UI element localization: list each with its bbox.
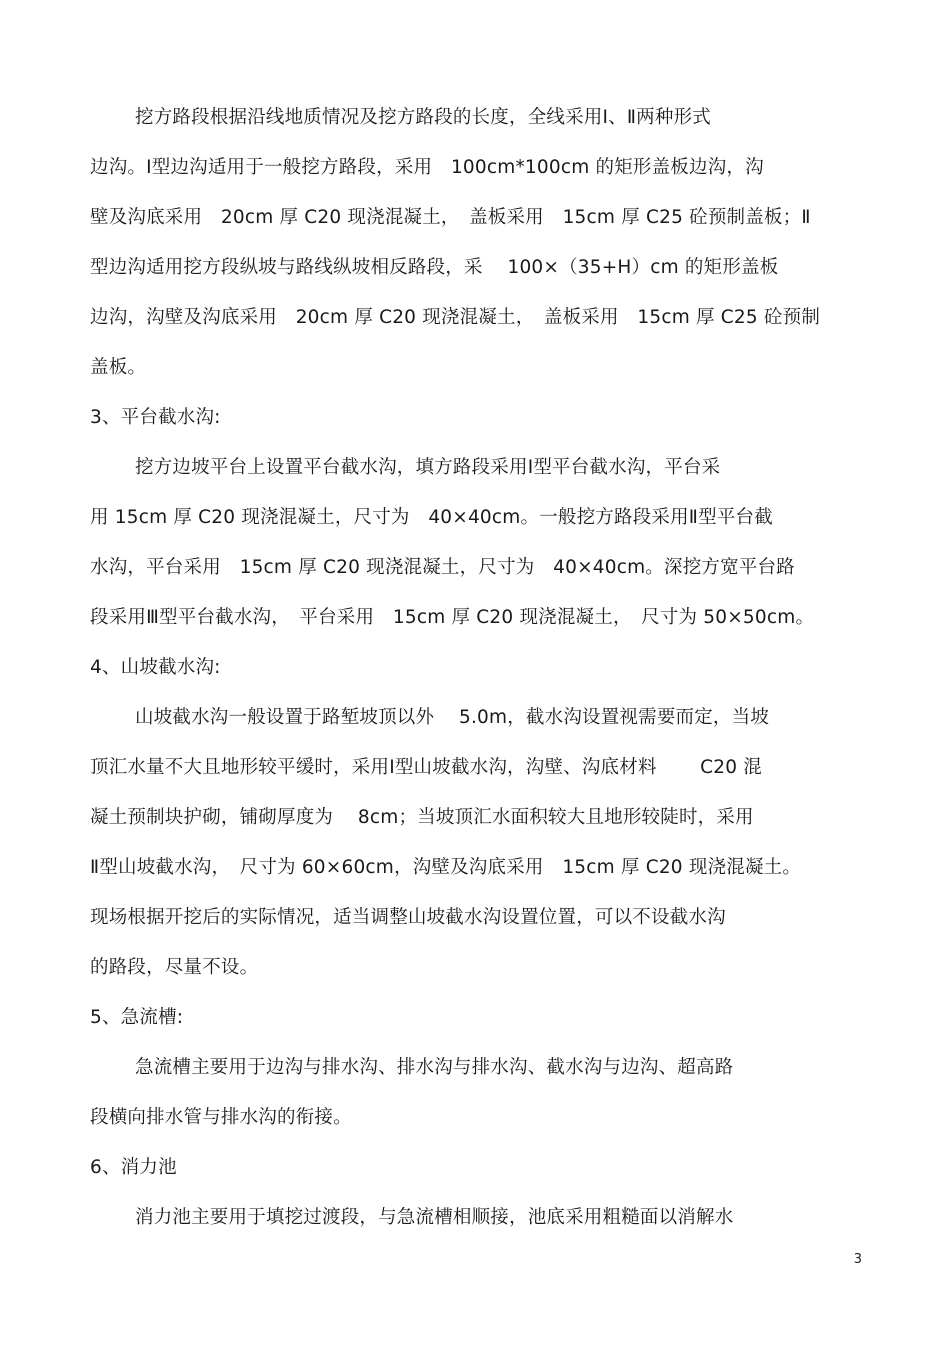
text-line: 型边沟适用挖方段纵坡与路线纵坡相反路段，采 100×（35+H）cm 的矩形盖板 (90, 257, 779, 278)
text-line: 山坡截水沟一般设置于路堑坡顶以外 5.0m，截水沟设置视需要而定，当坡 (135, 707, 770, 728)
section-heading: 4、山坡截水沟: (90, 657, 221, 678)
text-line: 盖板。 (90, 357, 147, 378)
text-line: 水沟，平台采用 15cm 厚 C20 现浇混凝土，尺寸为 40×40cm。深挖方宽平台路 (90, 557, 795, 578)
section-heading: 3、平台截水沟: (90, 407, 221, 428)
text-line: 壁及沟底采用 20cm 厚 C20 现浇混凝土， 盖板采用 15cm 厚 C25 砼预制盖板；Ⅱ (90, 207, 811, 228)
text-line: 用 15cm 厚 C20 现浇混凝土，尺寸为 40×40cm。一般挖方路段采用Ⅱ型平台截 (90, 507, 773, 528)
text-line: 的路段，尽量不设。 (90, 957, 259, 978)
page-number: 3 (853, 1252, 862, 1267)
text-line: 边沟。Ⅰ型边沟适用于一般挖方路段，采用 100cm*100cm 的矩形盖板边沟，沟 (90, 157, 764, 178)
text-line: 急流槽主要用于边沟与排水沟、排水沟与排水沟、截水沟与边沟、超高路 (135, 1057, 734, 1078)
text-line: 段横向排水管与排水沟的衔接。 (90, 1107, 352, 1128)
text-line: 边沟，沟壁及沟底采用 20cm 厚 C20 现浇混凝土， 盖板采用 15cm 厚 C25 砼预制 (90, 307, 821, 328)
text-line: 挖方边坡平台上设置平台截水沟，填方路段采用Ⅰ型平台截水沟，平台采 (135, 457, 721, 478)
text-line: Ⅱ型山坡截水沟， 尺寸为 60×60cm，沟壁及沟底采用 15cm 厚 C20 现浇混凝土。 (90, 857, 802, 878)
text-line: 段采用Ⅲ型平台截水沟， 平台采用 15cm 厚 C20 现浇混凝土， 尺寸为 50×50cm。 (90, 607, 815, 628)
text-line: 凝土预制块护砌，铺砌厚度为 8cm；当坡顶汇水面积较大且地形较陡时，采用 (90, 807, 754, 828)
text-line: 顶汇水量不大且地形较平缓时，采用Ⅰ型山坡截水沟，沟壁、沟底材料 C20 混 (90, 757, 762, 778)
text-line: 现场根据开挖后的实际情况，适当调整山坡截水沟设置位置，可以不设截水沟 (90, 907, 726, 928)
section-heading: 6、消力池 (90, 1157, 177, 1178)
text-line: 挖方路段根据沿线地质情况及挖方路段的长度，全线采用Ⅰ、Ⅱ两种形式 (135, 107, 711, 128)
text-line: 消力池主要用于填挖过渡段，与急流槽相顺接，池底采用粗糙面以消解水 (135, 1207, 734, 1228)
section-heading: 5、急流槽: (90, 1007, 184, 1028)
